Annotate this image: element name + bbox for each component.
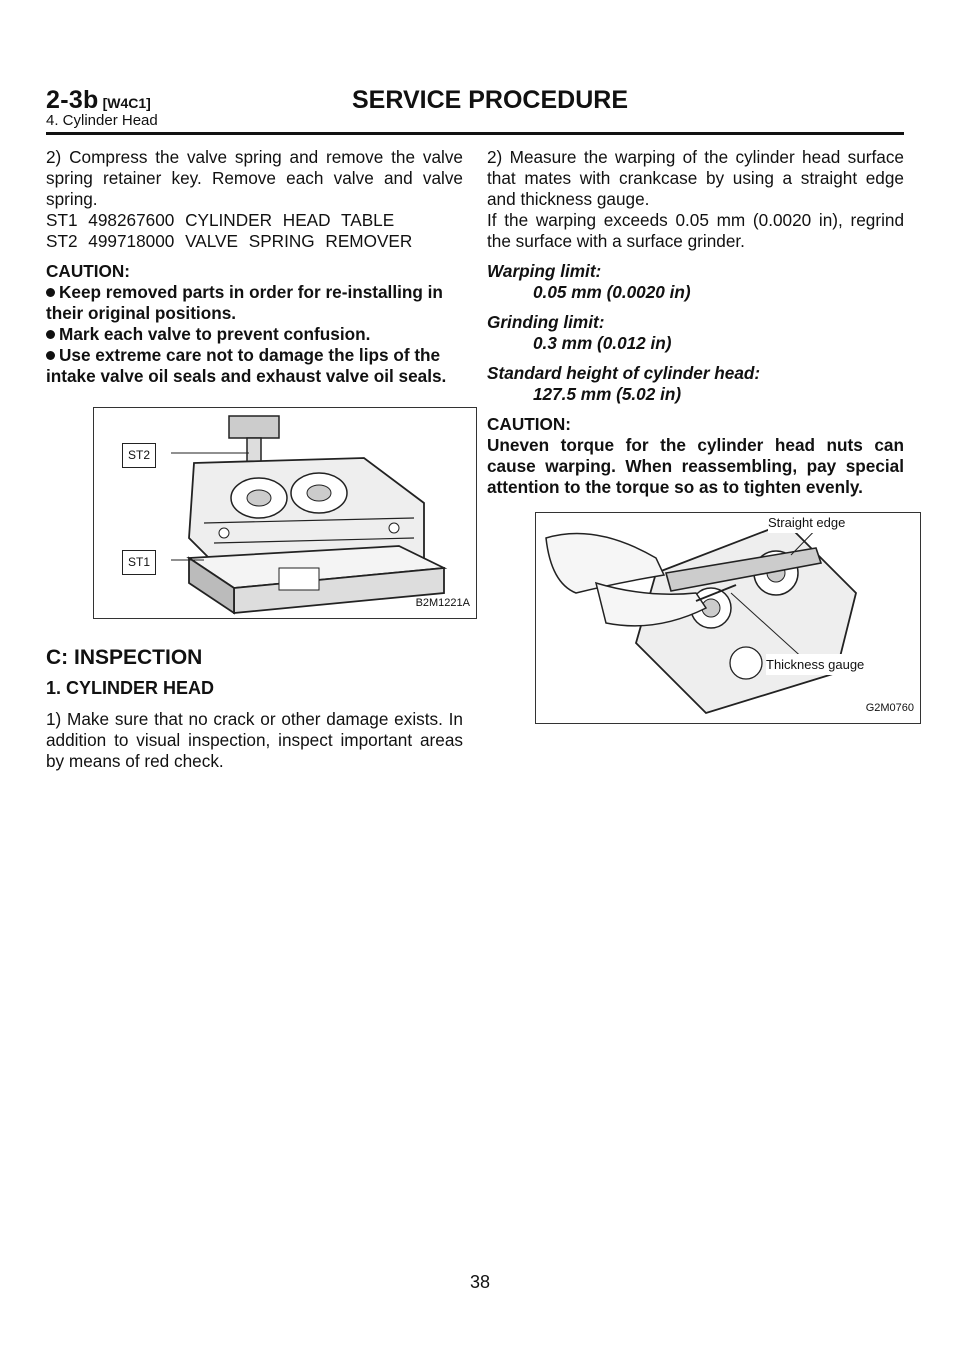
left-column [46,147,470,781]
right-step-2b: If the warping exceeds 0.05 mm (0.0020 in), regrind the surface with a surface grinder. [487,210,904,251]
bullet-icon [46,351,55,360]
cylinder-head-table-illustration [94,408,476,618]
section-header [46,86,151,115]
cylinder-head-heading: 1. CYLINDER HEAD [46,678,215,698]
warping-limit: Warping limit: 0.05 mm (0.0020 in) [487,261,904,303]
label-st2: ST2 [122,443,156,468]
caution-item: Mark each valve to prevent confusion. [46,324,463,345]
label-st1: ST1 [122,550,156,575]
page-subtitle: 4. Cylinder Head [46,112,158,129]
standard-height-value: 127.5 mm (5.02 in) [533,384,682,404]
left-step-1: 1) Make sure that no crack or other damage exists. In addition to visual inspection, inspect important areas by means of red check. [46,709,463,771]
warping-limit-value: 0.05 mm (0.0020 in) [533,282,691,302]
special-tools [46,210,463,252]
right-caution-text: Uneven torque for the cylinder head nuts can cause warping. When reassembling, pay special attention to the torque so as to tighten evenly. [487,435,904,497]
caution-item: Use extreme care not to damage the lips of the intake valve oil seals and exhaust valve oil seals. [46,345,447,386]
bullet-icon [46,330,55,339]
right-step-2: 2) Measure the warping of the cylinder head surface that mates with crankcase by using a straight edge and thickness gauge. [487,147,904,209]
label-thickness-gauge: Thickness gauge [766,654,864,675]
section-number: 2-3b [46,86,99,114]
figure-caption: B2M1221A [415,597,470,609]
right-column [487,147,914,724]
left-step-2: 2) Compress the valve spring and remove the valve spring retainer key. Remove each valve and valve spring. [46,147,463,209]
caution-item: Keep removed parts in order for re-installing in their original positions. [46,282,443,323]
bullet-icon [46,288,55,297]
label-straight-edge: Straight edge [768,512,845,533]
figure-warping-measurement [535,512,921,724]
page-number: 38 [469,1272,491,1292]
header-rule [46,132,904,135]
right-caution-title: CAUTION: [487,414,572,434]
st1-line: ST1 498267600 CYLINDER HEAD TABLE [46,210,395,230]
standard-height: Standard height of cylinder head: 127.5 mm (5.02 in) [487,363,904,405]
page-title: SERVICE PROCEDURE [352,86,628,114]
figure-caption: G2M0760 [865,702,914,714]
st2-line: ST2 499718000 VALVE SPRING REMOVER [46,231,413,251]
caution-title: CAUTION: [46,261,131,281]
inspection-heading: C: INSPECTION [46,646,203,669]
straight-edge-illustration [536,513,920,723]
grinding-limit: Grinding limit: 0.3 mm (0.012 in) [487,312,904,354]
figure-valve-spring-remover [93,407,477,619]
section-code: [W4C1] [102,95,151,111]
grinding-limit-value: 0.3 mm (0.012 in) [533,333,672,353]
